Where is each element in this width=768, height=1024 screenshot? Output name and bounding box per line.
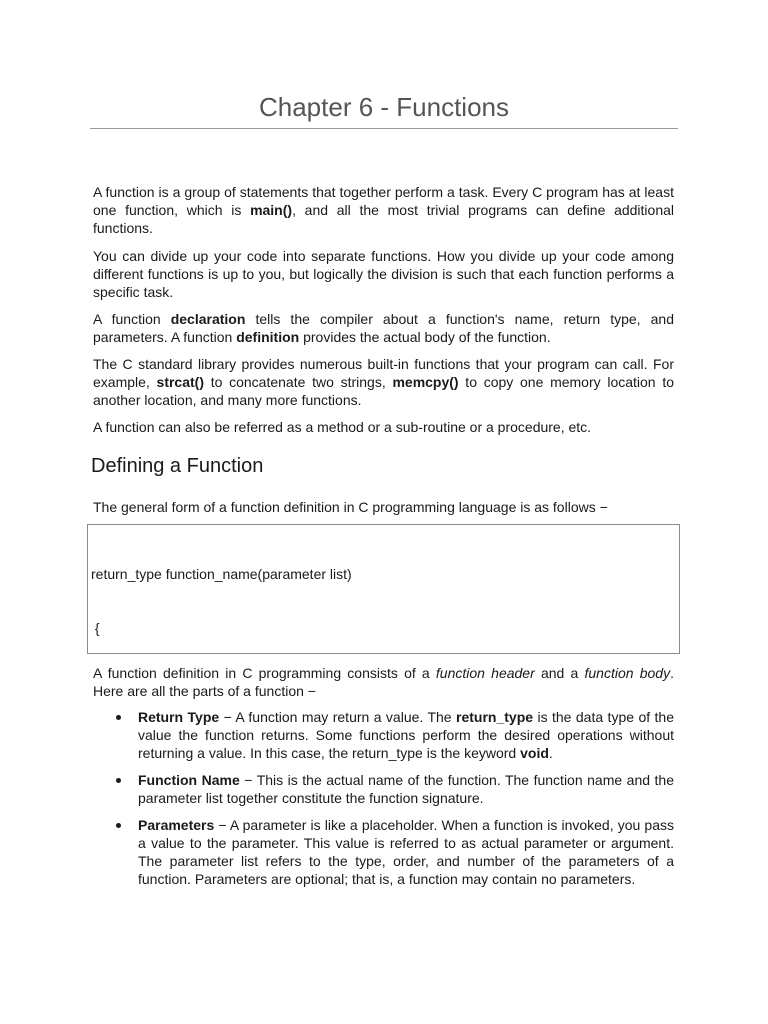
parts-intro-paragraph: A function definition in C programming consists of a function header and a function body. Here are all the parts of a function −	[93, 665, 674, 699]
function-body-term: function body	[584, 665, 671, 681]
bullet-icon	[116, 823, 121, 828]
code-line: {	[91, 620, 100, 636]
intro-paragraph-4: The C standard library provides numerous built-in functions that your program can call. For example, strcat() to concatenate two strings, memcpy() to copy one memory location to another location, and many more functions.	[93, 356, 674, 408]
title-divider	[90, 128, 678, 129]
function-parts-list	[111, 708, 674, 897]
intro-paragraph-1: A function is a group of statements that together perform a task. Every C program has at least one function, which is main(), and all the most trivial programs can define additional functions.	[93, 184, 675, 236]
bullet-icon	[116, 715, 121, 720]
intro-paragraph-3: A function declaration tells the compiler about a function's name, return type, and parameters. A function definition provides the actual body of the function.	[93, 311, 674, 345]
section-heading: Defining a Function	[91, 455, 264, 477]
strcat-keyword: strcat()	[156, 374, 204, 390]
list-item-return-type: Return Type − A function may return a value. The return_type is the data type of the value the function returns. Some functions perform the desired operations without returning a value. In this case, the return_type is the keyword void.	[111, 708, 674, 762]
intro-paragraph-5: A function can also be referred as a method or a sub-routine or a procedure, etc.	[93, 419, 592, 435]
chapter-title: Chapter 6 - Functions	[258, 92, 509, 122]
intro-paragraph-2: You can divide up your code into separate functions. How you divide up your code among different functions is up to you, but logically the division is such that each function performs a specific task.	[93, 248, 674, 300]
list-item-term: Parameters	[138, 817, 215, 833]
function-header-term: function header	[435, 665, 535, 681]
code-line: return_type function_name(parameter list)	[91, 566, 352, 582]
definition-term: definition	[236, 329, 300, 345]
list-item-term: Function Name	[138, 772, 240, 788]
section-lead: The general form of a function definition in C programming language is as follows −	[93, 499, 608, 515]
list-item-function-name: Function Name − This is the actual name of the function. The function name and the parameter list together constitute the function signature.	[111, 771, 674, 807]
bullet-icon	[116, 778, 121, 783]
code-block	[87, 524, 680, 654]
declaration-term: declaration	[170, 311, 246, 327]
list-item-term: Return Type	[138, 709, 220, 725]
main-keyword: main()	[250, 202, 293, 218]
list-item-parameters: Parameters − A parameter is like a placeholder. When a function is invoked, you pass a value to the parameter. This value is referred to as actual parameter or argument. The parameter list refers to the type, order, and number of the parameters of a function. Parameters are optional; that is, a function may contain no parameters.	[111, 816, 674, 888]
memcpy-keyword: memcpy()	[392, 374, 459, 390]
